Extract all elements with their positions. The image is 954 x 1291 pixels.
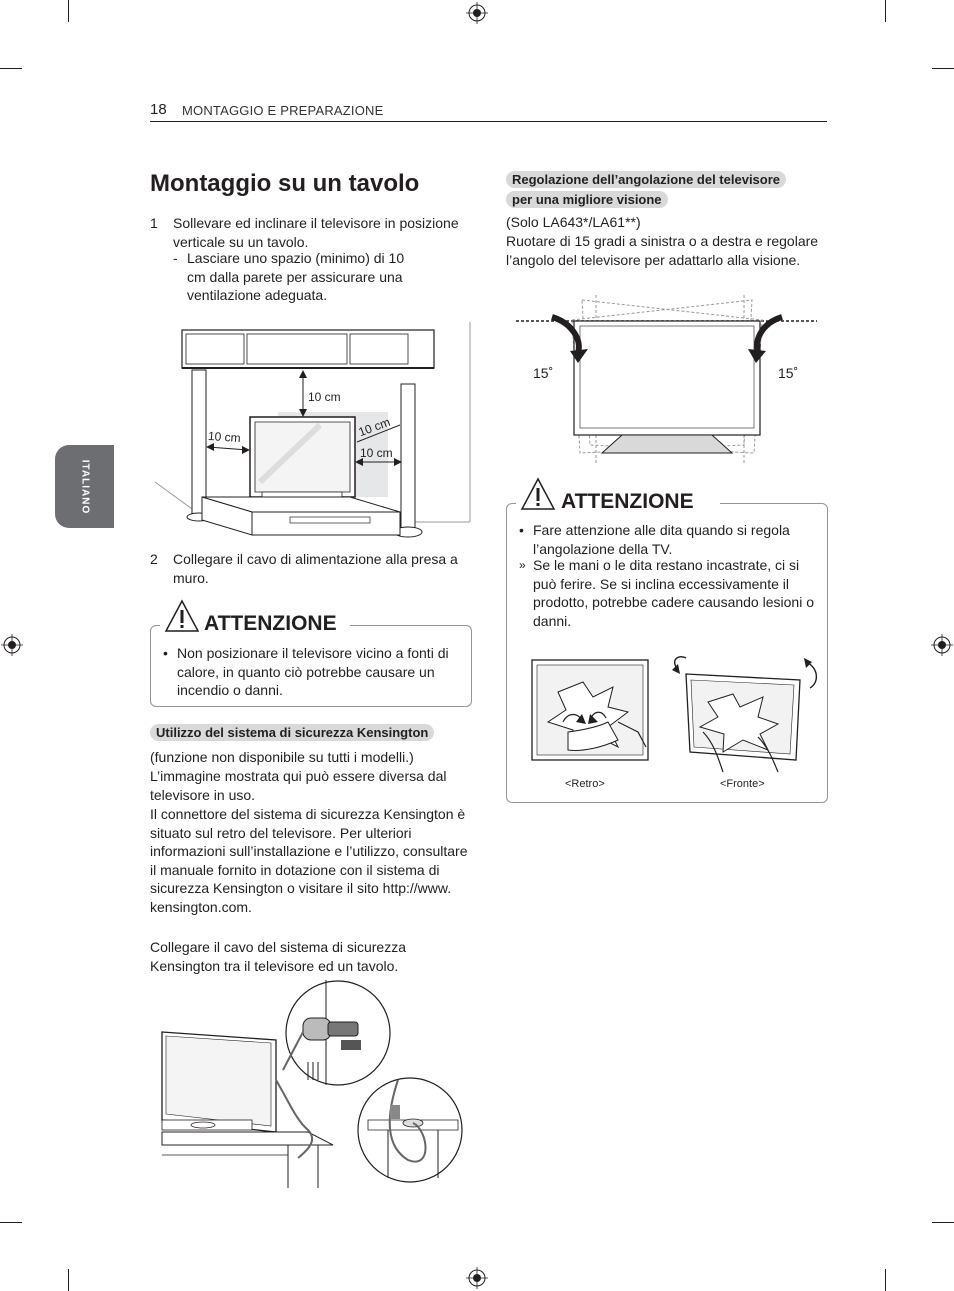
step-1-number: 1 <box>150 215 158 231</box>
language-tab-label: ITALIANO <box>79 459 90 514</box>
caution-bullet-right-1: • <box>519 522 524 538</box>
clearance-right-label: 10 cm <box>360 446 393 460</box>
page-number: 18 <box>150 101 167 118</box>
kensington-p3: Il connettore del sistema di sicurezza Kensington è situato sul retro del televisore. Per ulteriori informazioni sull’installazione e l’utilizzo, consultare il manuale fornito in dotazione con il sistema di sicurezza Kensington o visitare il sito http://www. kensington.com. <box>150 806 468 915</box>
kensington-p2: L’immagine mostrata qui può essere diversa dal televisore in uso. <box>150 768 447 803</box>
caution-text-right-1: Fare attenzione alle dita quando si regola l’angolazione della TV. <box>533 522 790 557</box>
label-front: <Fronte> <box>720 778 765 790</box>
header-rule <box>150 121 827 122</box>
registration-mark-icon <box>1 634 23 656</box>
caution-heading-left: ATTENZIONE <box>204 612 337 635</box>
kensington-heading: Utilizzo del sistema di sicurezza Kensington <box>150 724 434 742</box>
angle-heading-line1: Regolazione dell’angolazione del televisore <box>506 171 786 189</box>
caution-bullet-right-2: » <box>519 558 526 572</box>
kensington-p1: (funzione non disponibile su tutti i modelli.) <box>150 749 414 765</box>
step-2-number: 2 <box>150 551 158 567</box>
step-2-text: Collegare il cavo di alimentazione alla presa a muro. <box>173 551 458 586</box>
crop-mark <box>68 0 69 22</box>
registration-mark-icon <box>931 634 953 656</box>
angle-label-right: 15˚ <box>778 365 799 381</box>
crop-mark <box>0 1222 22 1223</box>
clearance-right-diagonal-label: 10 cm <box>356 414 393 440</box>
caution-text-right-2: Se le mani o le dita restano incastrate, ci si può ferire. Se si inclina eccessivamente il prodotto, potrebbe cadere causando lesioni o danni. <box>533 557 814 629</box>
crop-mark <box>0 68 22 69</box>
crop-mark <box>932 68 954 69</box>
finger-pinch-illustration <box>528 652 823 777</box>
step-1-subtext: Lasciare uno spazio (minimo) di 10 cm dalla parete per assicurare una ventilazione adeguata. <box>187 250 405 303</box>
warning-triangle-icon <box>164 599 200 633</box>
crop-mark <box>885 0 886 22</box>
language-tab <box>55 445 114 528</box>
crop-mark <box>932 1222 954 1223</box>
angle-models: (Solo LA643*/LA61**) <box>506 214 641 230</box>
clearance-top-label: 10 cm <box>308 390 341 404</box>
kensington-lock-illustration <box>158 980 463 1190</box>
section-title: MONTAGGIO E PREPARAZIONE <box>182 103 384 118</box>
registration-mark-icon <box>466 2 488 24</box>
caution-heading-right: ATTENZIONE <box>561 490 694 513</box>
angle-label-left: 15˚ <box>533 365 554 381</box>
registration-mark-icon <box>466 1267 488 1289</box>
caution-bullet-left: • <box>163 645 168 661</box>
clearance-left-label: 10 cm <box>207 428 242 446</box>
swivel-illustration <box>512 295 822 465</box>
label-back: <Retro> <box>565 778 605 790</box>
crop-mark <box>68 1269 69 1291</box>
crop-mark <box>885 1269 886 1291</box>
page-title: Montaggio su un tavolo <box>150 170 420 197</box>
angle-text: Ruotare di 15 gradi a sinistra o a destra e regolare l’angolo del televisore per adattarlo alla visione. <box>506 233 819 268</box>
step-1-dash: - <box>173 250 178 266</box>
step-1-text: Sollevare ed inclinare il televisore in posizione verticale su un tavolo. <box>173 215 459 250</box>
table-mount-illustration <box>150 322 472 544</box>
caution-text-left: Non posizionare il televisore vicino a fonti di calore, in quanto ciò potrebbe causare un incendio o danni. <box>177 645 449 698</box>
kensington-p4: Collegare il cavo del sistema di sicurezza Kensington tra il televisore ed un tavolo. <box>150 939 406 974</box>
warning-triangle-icon <box>520 477 556 511</box>
angle-heading-line2: per una migliore visione <box>506 191 668 209</box>
